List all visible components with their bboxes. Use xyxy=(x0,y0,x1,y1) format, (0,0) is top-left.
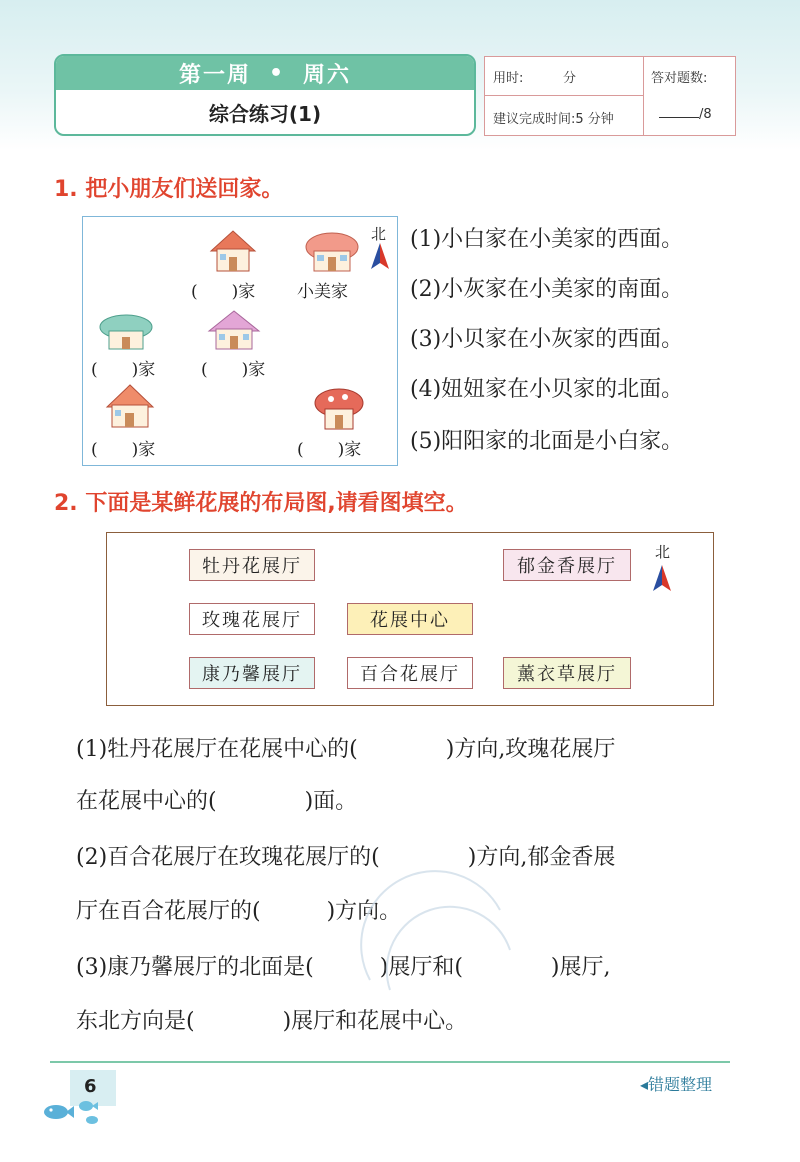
hall-tulip: 郁金香展厅 xyxy=(503,549,631,581)
day-label: 周六 xyxy=(303,62,352,88)
hall-lily: 百合花展厅 xyxy=(347,657,473,689)
stamp-watermark xyxy=(350,870,520,1000)
hall-center: 花展中心 xyxy=(347,603,473,635)
clue-1: (1)小白家在小美家的西面。 xyxy=(410,227,684,252)
house-label: ( )家 xyxy=(191,282,256,302)
error-review-link[interactable]: ◂错题整理 xyxy=(640,1075,713,1094)
house-icon xyxy=(313,387,365,431)
house-label-xiaomei: 小美家 xyxy=(297,282,348,302)
correct-count-label: 答对题数: xyxy=(651,71,708,86)
north-arrow-icon xyxy=(653,565,671,591)
question-1-title: 1. 把小朋友们送回家。 xyxy=(54,177,284,202)
hall-rose: 玫瑰花展厅 xyxy=(189,603,315,635)
lesson-title: 综合练习(1) xyxy=(208,101,322,126)
q2-line-1: (1)牡丹花展厅在花展中心的( )方向,玫瑰花展厅 xyxy=(76,737,616,762)
flower-show-map xyxy=(106,532,714,706)
question-2-title: 2. 下面是某鲜花展的布局图,请看图填空。 xyxy=(54,491,468,516)
clue-3: (3)小贝家在小灰家的西面。 xyxy=(410,327,684,352)
north-label: 北 xyxy=(371,225,387,243)
footer-line xyxy=(50,1061,730,1063)
q2-line-5: (3)康乃馨展厅的北面是( )展厅和( )展厅, xyxy=(76,955,611,980)
house-map xyxy=(82,216,398,466)
score-total: /8 xyxy=(659,107,712,122)
q2-line-6: 东北方向是( )展厅和花展中心。 xyxy=(76,1009,468,1034)
clue-5: (5)阳阳家的北面是小白家。 xyxy=(410,429,684,454)
score-box xyxy=(484,56,736,136)
page-number: 6 xyxy=(84,1076,97,1097)
house-icon xyxy=(305,229,359,273)
q2-line-4: 厅在百合花展厅的( )方向。 xyxy=(76,899,402,924)
house-icon xyxy=(103,383,157,429)
minutes-label: 分 xyxy=(563,71,577,86)
house-label: ( )家 xyxy=(201,360,266,380)
house-icon xyxy=(207,229,259,273)
house-icon xyxy=(207,309,261,353)
house-label: ( )家 xyxy=(91,440,156,460)
clue-2: (2)小灰家在小美家的南面。 xyxy=(410,277,684,302)
week-label: 第一周 xyxy=(178,62,251,88)
hall-carnation: 康乃馨展厅 xyxy=(189,657,315,689)
q2-line-2: 在花展中心的( )面。 xyxy=(76,789,358,814)
q2-line-3: (2)百合花展厅在玫瑰花展厅的( )方向,郁金香展 xyxy=(76,845,616,870)
time-used-label: 用时: xyxy=(493,71,524,86)
divider xyxy=(643,57,644,135)
hall-lavender: 薰衣草展厅 xyxy=(503,657,631,689)
hall-peony: 牡丹花展厅 xyxy=(189,549,315,581)
house-label: ( )家 xyxy=(91,360,156,380)
fish-icon xyxy=(40,1096,106,1128)
header-week-day xyxy=(56,56,474,90)
north-arrow-icon xyxy=(371,243,389,269)
suggested-time: 建议完成时间:5 分钟 xyxy=(493,112,614,127)
house-label: ( )家 xyxy=(297,440,362,460)
north-label: 北 xyxy=(655,543,671,561)
separator-dot: • xyxy=(268,60,286,86)
house-icon xyxy=(99,311,153,353)
clue-4: (4)妞妞家在小贝家的北面。 xyxy=(410,377,684,402)
lesson-header xyxy=(54,54,476,136)
divider xyxy=(485,95,643,96)
